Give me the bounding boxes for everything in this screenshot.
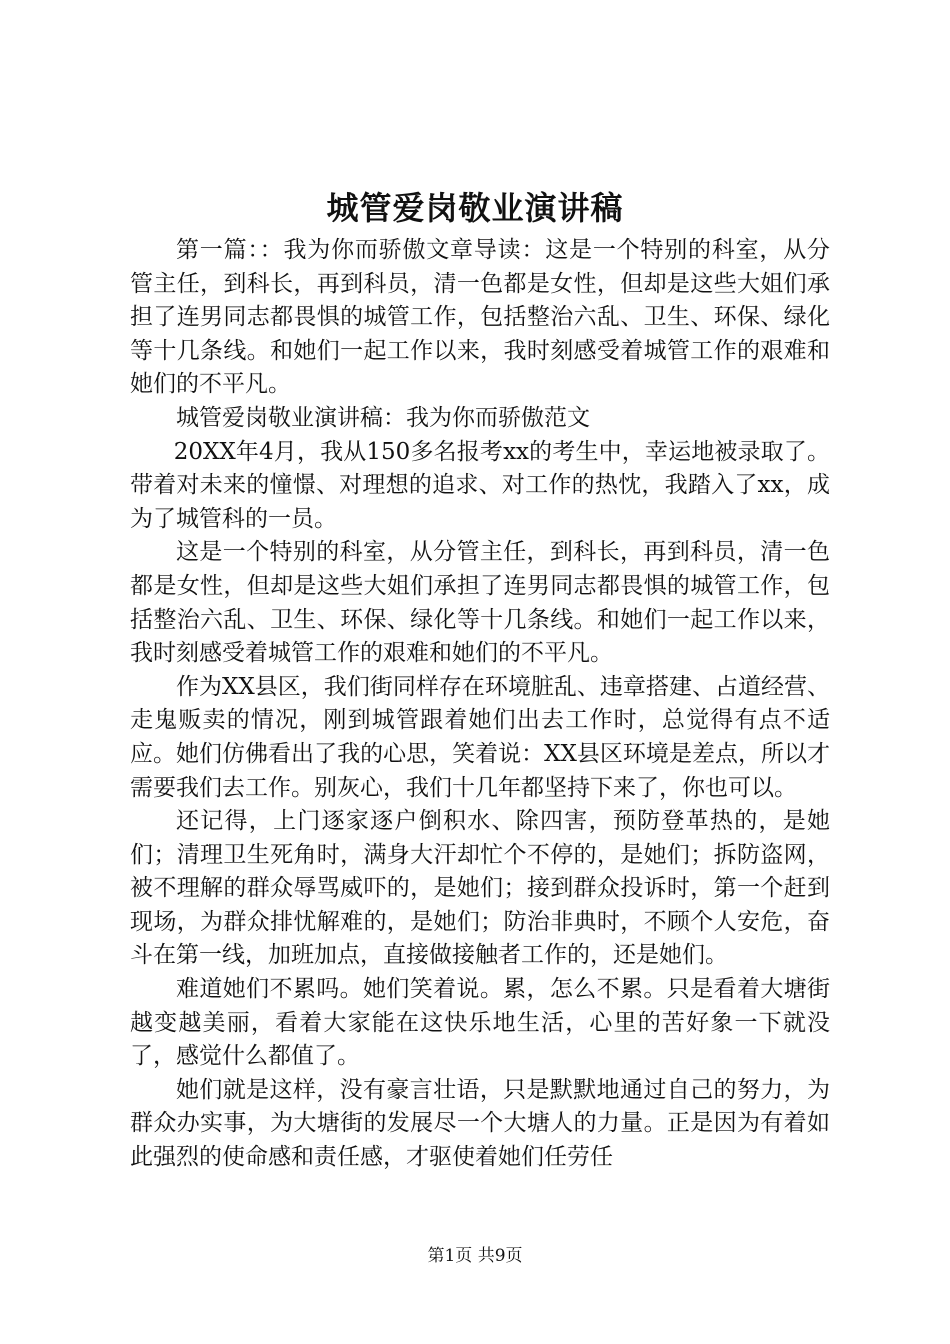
paragraph-1: 20XX年4月，我从150多名报考xx的考生中，幸运地被录取了。带着对未来的憧憬、对理想的追求、对工作的热忱，我踏入了xx，成为了城管科的一员。 — [130, 438, 830, 532]
page-footer: 第1页 共9页 — [427, 1246, 523, 1266]
document-title: 城管爱岗敬业演讲稿 — [326, 189, 624, 227]
paragraph-6: 她们就是这样，没有豪言壮语，只是默默地通过自己的努力，为群众办实事，为大塘街的发展尽一个大塘人的力量。正是因为有着如此强烈的使命感和责任感，才驱使着她们任劳任 — [130, 1076, 830, 1171]
document-body — [130, 234, 830, 1175]
paragraph-3: 作为XX县区，我们街同样存在环境脏乱、违章搭建、占道经营、走鬼贩卖的情况，刚到城管跟着她们出去工作时，总觉得有点不适应。她们仿佛看出了我的心思，笑着说：XX县区环境是差点，所以才需要我们去工作。别灰心，我们十几年都坚持下来了，你也可以。 — [130, 673, 830, 801]
paragraph-intro: 第一篇：：我为你而骄傲文章导读：这是一个特别的科室，从分管主任，到科长，再到科员，清一色都是女性，但却是这些大姐们承担了连男同志都畏惧的城管工作，包括整治六乱、卫生、环保、绿化等十几条线。和她们一起工作以来，我时刻感受着城管工作的艰难和她们的不平凡。 — [130, 237, 830, 398]
paragraph-subtitle: 城管爱岗敬业演讲稿：我为你而骄傲范文 — [176, 404, 590, 431]
paragraph-4: 还记得，上门逐家逐户倒积水、除四害，预防登革热的，是她们；清理卫生死角时，满身大汗却忙个不停的，是她们；拆防盗网，被不理解的群众辱骂威吓的，是她们；接到群众投诉时，第一个赶到现场，为群众排忧解难的，是她们；防治非典时，不顾个人安危，奋斗在第一线，加班加点，直接做接触者工作的，还是她们。 — [130, 808, 830, 969]
paragraph-2: 这是一个特别的科室，从分管主任，到科长，再到科员，清一色都是女性，但却是这些大姐们承担了连男同志都畏惧的城管工作，包括整治六乱、卫生、环保、绿化等十几条线。和她们一起工作以来，我时刻感受着城管工作的艰难和她们的不平凡。 — [130, 539, 830, 667]
paragraph-5: 难道她们不累吗。她们笑着说。累，怎么不累。只是看着大塘街越变越美丽，看着大家能在这快乐地生活，心里的苦好象一下就没了，感觉什么都值了。 — [130, 976, 830, 1070]
